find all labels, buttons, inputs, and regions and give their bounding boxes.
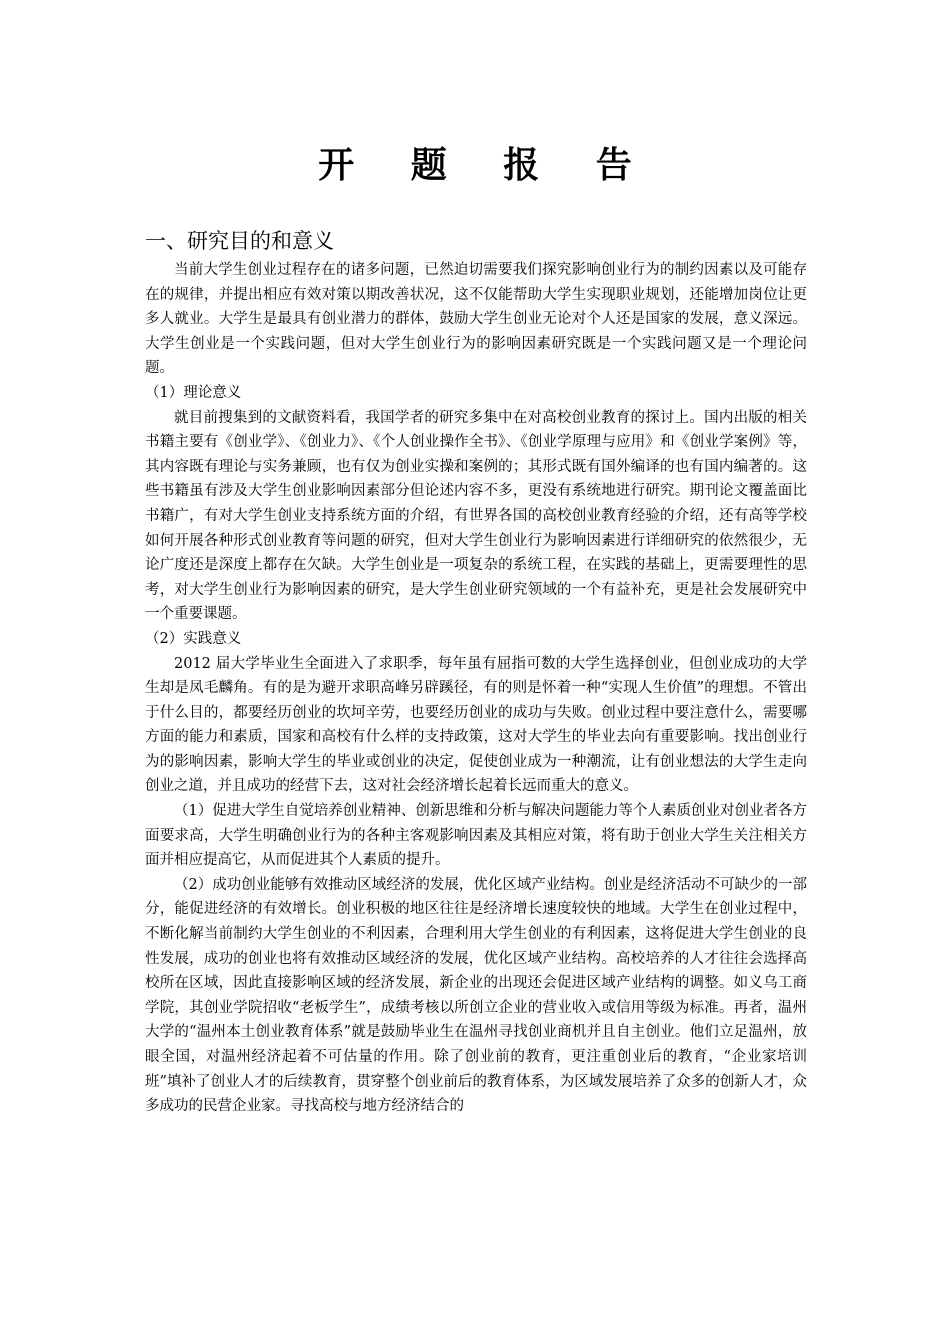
- subheading-theory: （1）理论意义: [145, 384, 242, 401]
- document-title: 开 题 报 告: [318, 144, 654, 186]
- practice-point-1: （1）促进大学生自觉培养创业精神、创新思维和分析与解决问题能力等个人素质创业对创业者各方面要求高，大学生明确创业行为的各种主客观影响因素及其相应对策，将有助于创业大学生关注相关方面并相应提高它，从而促进其个人素质的提升。: [145, 803, 807, 869]
- section-heading-purpose: 一、研究目的和意义: [145, 229, 334, 253]
- theory-paragraph: 就目前搜集到的文献资料看，我国学者的研究多集中在对高校创业教育的探讨上。国内出版的相关书籍主要有《创业学》、《创业力》、《个人创业操作全书》、《创业学原理与应用》和《创业学案例》等，其内容既有理论与实务兼顾，也有仅为创业实操和案例的；其形式既有国外编译的也有国内编著的。这些书籍虽有涉及大学生创业影响因素部分但论述内容不多，更没有系统地进行研究。期刊论文覆盖面比书籍广，有对大学生创业支持系统方面的介绍，有世界各国的高校创业教育经验的介绍，还有高等学校如何开展各种形式创业教育等问题的研究，但对大学生创业行为影响因素进行详细研究的依然很少，无论广度还是深度上都存在欠缺。大学生创业是一项复杂的系统工程，在实践的基础上，更需要理性的思考，对大学生创业行为影响因素的研究，是大学生创业研究领域的一个有益补充，更是社会发展研究中一个重要课题。: [145, 409, 807, 623]
- subheading-practice: （2）实践意义: [145, 630, 242, 647]
- document-body: [145, 226, 807, 1119]
- practice-paragraph: 2012 届大学毕业生全面进入了求职季，每年虽有屈指可数的大学生选择创业，但创业成功的大学生却是凤毛麟角。有的是为避开求职高峰另辟蹊径，有的则是怀着一种“实现人生价值”的理想。不管出于什么目的，都要经历创业的坎坷辛劳，也要经历创业的成功与失败。创业过程中要注意什么，需要哪方面的能力和素质，国家和高校有什么样的支持政策，这对大学生的毕业去向有重要影响。找出创业行为的影响因素，影响大学生的毕业或创业的决定，促使创业成为一种潮流，让有创业想法的大学生走向创业之道，并且成功的经营下去，这对社会经济增长起着长远而重大的意义。: [145, 655, 807, 795]
- intro-paragraph: 当前大学生创业过程存在的诸多问题，已然迫切需要我们探究影响创业行为的制约因素以及可能存在的规律，并提出相应有效对策以期改善状况，这不仅能帮助大学生实现职业规划，还能增加岗位让更多人就业。大学生是最具有创业潜力的群体，鼓励大学生创业无论对个人还是国家的发展，意义深远。大学生创业是一个实践问题，但对大学生创业行为的影响因素研究既是一个实践问题又是一个理论问题。: [145, 262, 807, 377]
- practice-point-2: （2）成功创业能够有效推动区域经济的发展，优化区域产业结构。创业是经济活动不可缺少的一部分，能促进经济的有效增长。创业积极的地区往往是经济增长速度较快的地域。大学生在创业过程中，不断化解当前制约大学生创业的不利因素，合理利用大学生创业的有利因素，这将促进大学生创业的良性发展，成功的创业也将有效推动区域经济的发展，优化区域产业结构。高校培养的人才往往会选择高校所在区域，因此直接影响区域的经济发展，新企业的出现还会促进区域产业结构的调整。如义乌工商学院，其创业学院招收“老板学生”，成绩考核以所创立企业的营业收入或信用等级为标准。再者，温州大学的“温州本土创业教育体系”就是鼓励毕业生在温州寻找创业商机并且自主创业。他们立足温州，放眼全国，对温州经济起着不可估量的作用。除了创业前的教育，更注重创业后的教育，“企业家培训班”填补了创业人才的后续教育，贯穿整个创业前后的教育体系，为区域发展培养了众多的创新人才，众多成功的民营企业家。寻找高校与地方经济结合的: [145, 876, 807, 1115]
